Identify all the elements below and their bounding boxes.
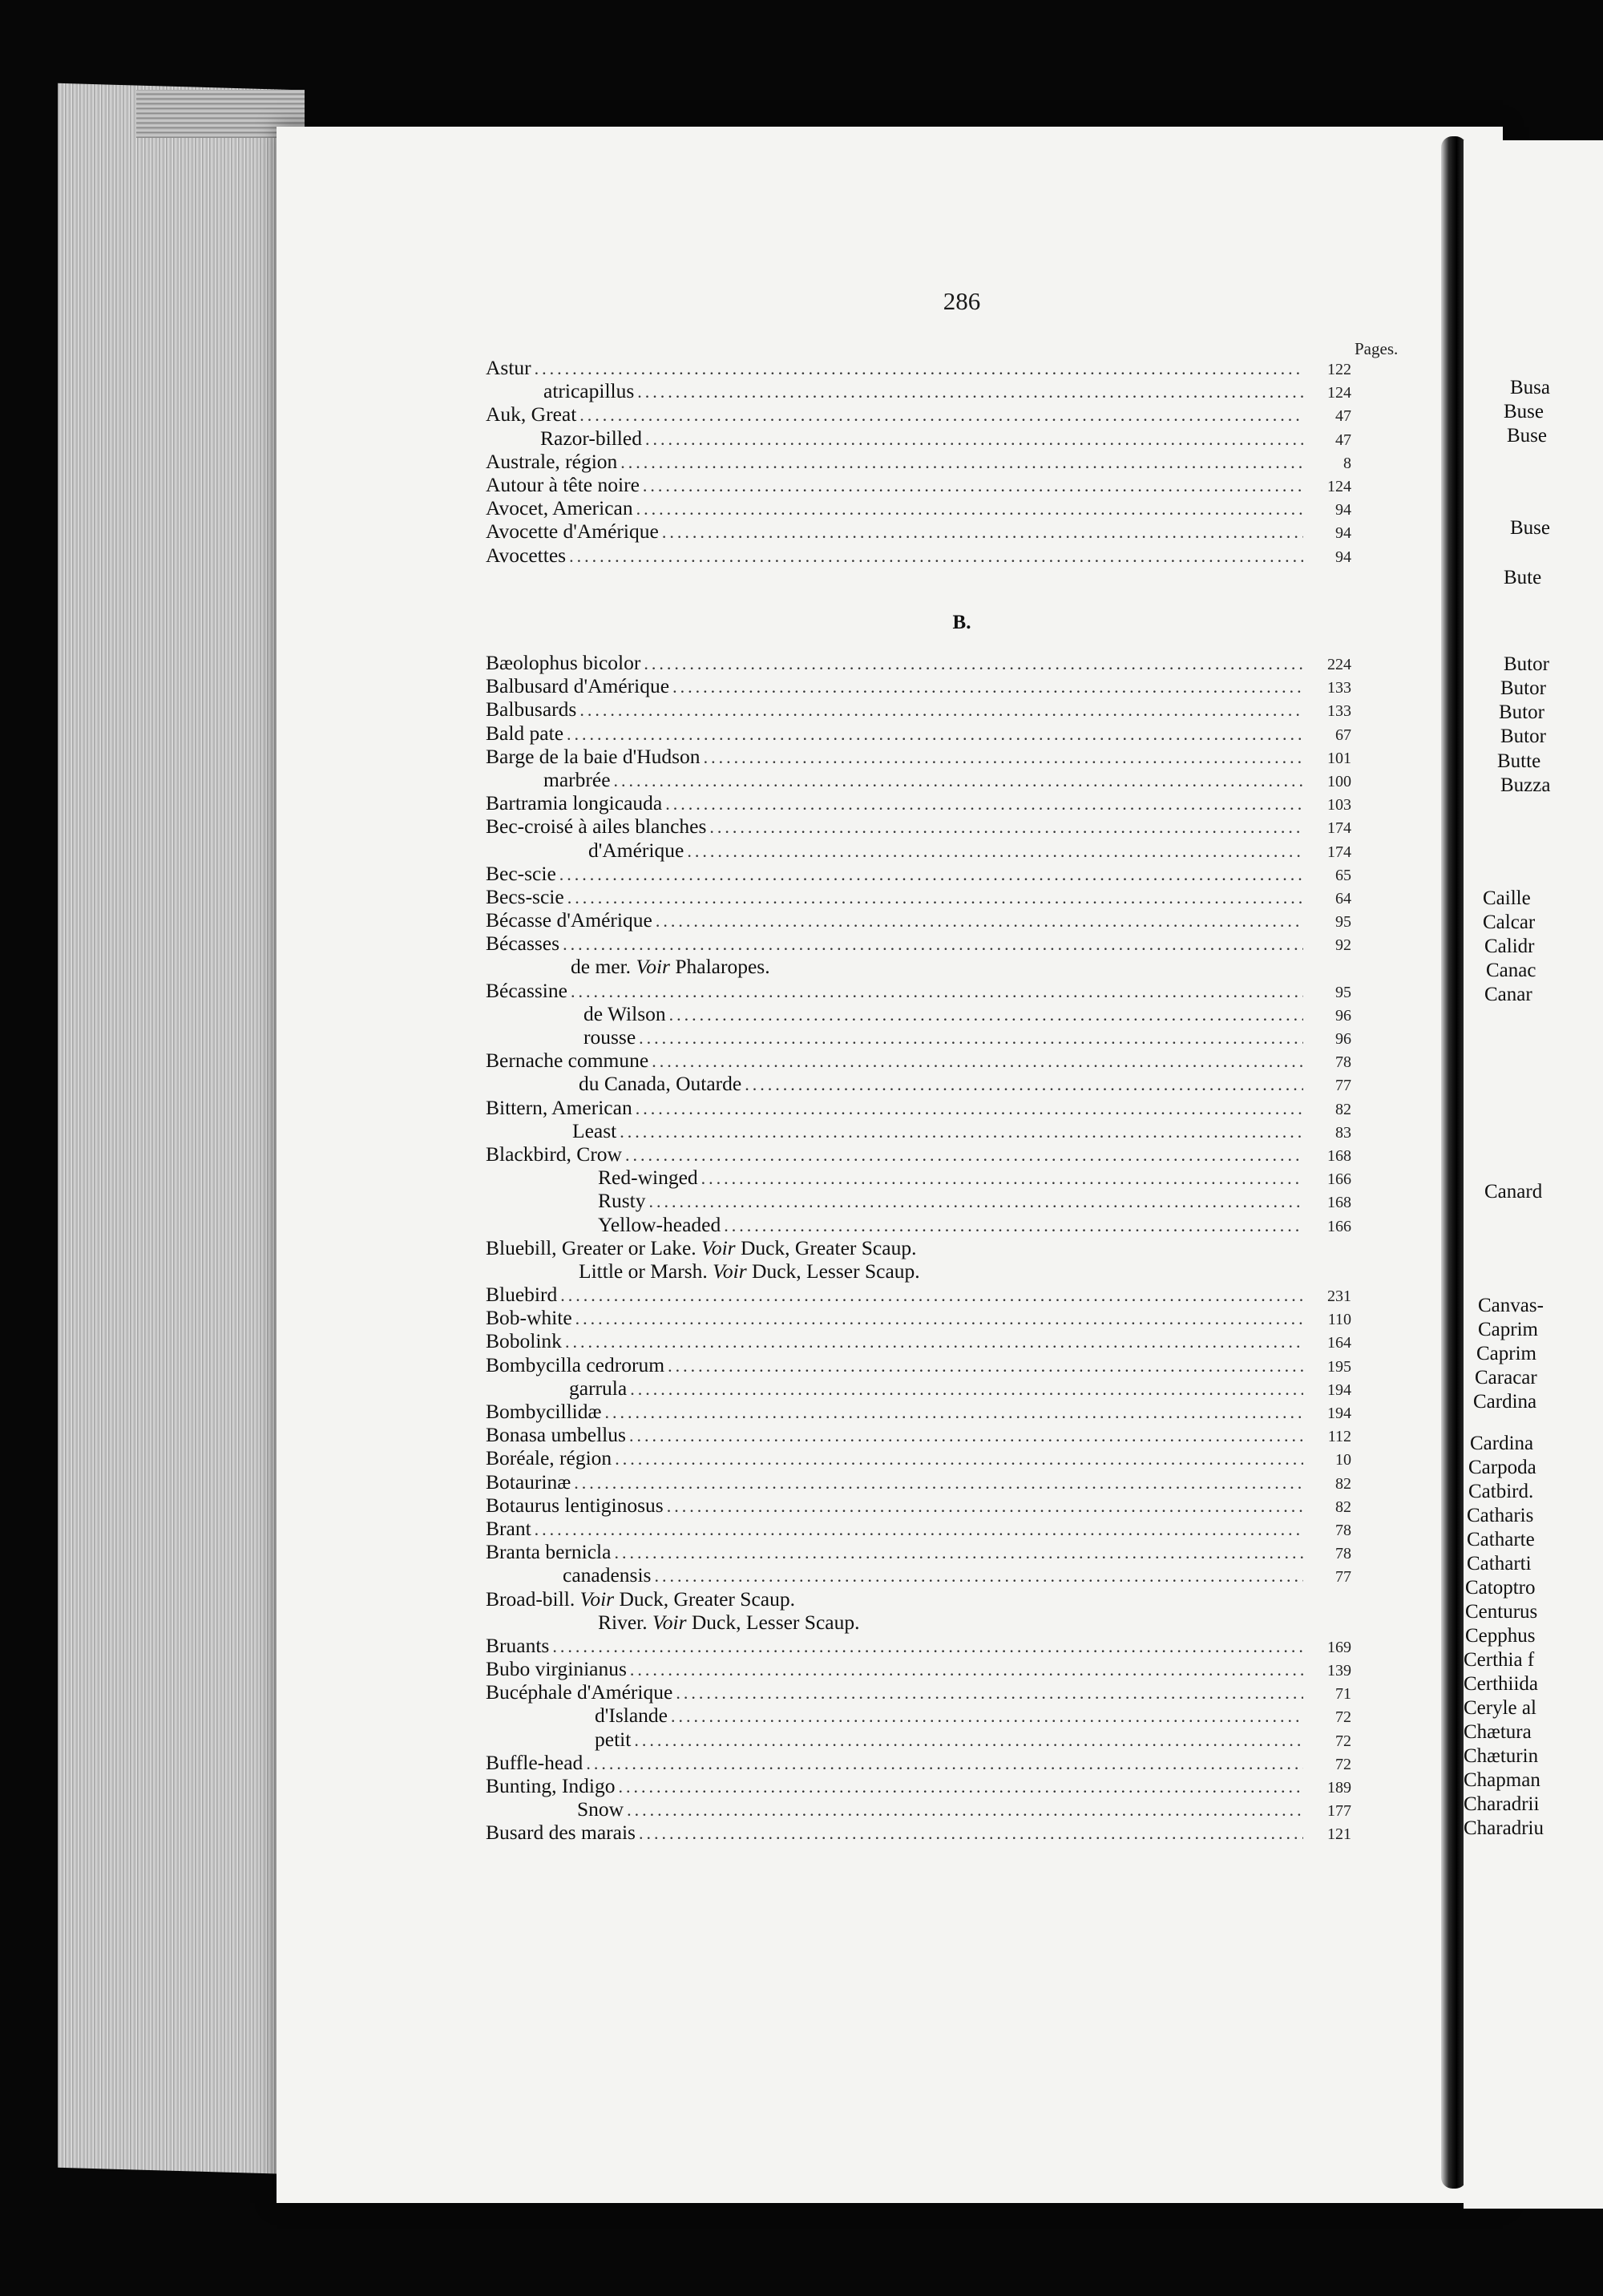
- index-entry: [486, 1611, 1351, 1634]
- index-entry: [486, 519, 1351, 543]
- cross-reference-target: Phalaropes.: [669, 955, 770, 979]
- voir-reference: Voir: [636, 955, 670, 979]
- right-page-entry-fragment: Buzza: [1500, 774, 1551, 796]
- index-entry: [486, 745, 1351, 768]
- entry-page-number: 166: [1327, 1217, 1351, 1235]
- leader-dots: [634, 1728, 1303, 1752]
- index-entry: [486, 674, 1351, 697]
- index-entry: [486, 1329, 1351, 1352]
- entry-page-number: 169: [1327, 1638, 1351, 1656]
- index-entry: [486, 1049, 1351, 1072]
- leader-dots: [552, 1635, 1303, 1658]
- index-entry: [486, 1517, 1351, 1540]
- entry-label: Balbusard d'Amérique: [486, 674, 670, 698]
- index-entry: [486, 1283, 1351, 1306]
- leader-dots: [535, 357, 1303, 380]
- leader-dots: [676, 1681, 1303, 1704]
- entry-label: Bob-white: [486, 1306, 572, 1330]
- entry-label: Brant: [486, 1516, 531, 1540]
- index-entry: [486, 1423, 1351, 1446]
- index-entry: [486, 379, 1351, 402]
- right-page-entry-fragment: Canac: [1486, 960, 1536, 981]
- right-page-entry-fragment: Bute: [1504, 567, 1542, 588]
- leader-dots: [687, 839, 1303, 863]
- leader-dots: [586, 1752, 1303, 1775]
- entry-label: Avocettes: [486, 543, 567, 567]
- right-page-entry-fragment: Chapman: [1464, 1769, 1540, 1791]
- entry-page-number: 174: [1327, 819, 1351, 838]
- entry-label: Bluebird: [486, 1283, 558, 1307]
- right-page-entry-fragment: Catharte: [1467, 1529, 1535, 1550]
- leader-dots: [615, 1447, 1303, 1470]
- right-page-entry-fragment: Butor: [1500, 677, 1546, 699]
- entry-label: Avocette d'Amérique: [486, 519, 659, 544]
- leader-dots: [654, 1564, 1303, 1587]
- index-entry: [486, 544, 1351, 567]
- right-page-entry-fragment: Caracar: [1475, 1367, 1537, 1389]
- index-entry: [486, 1096, 1351, 1119]
- cross-reference-target: Duck, Greater Scaup.: [735, 1235, 917, 1259]
- entry-label: Bécasse d'Amérique: [486, 908, 652, 932]
- entry-page-number: 95: [1335, 983, 1351, 1001]
- index-entry: [486, 1704, 1351, 1727]
- right-page-entry-fragment: Calcar: [1483, 912, 1536, 933]
- right-page-entry-fragment: Centurus: [1465, 1601, 1538, 1623]
- entry-page-number: 103: [1327, 796, 1351, 815]
- index-entry: [486, 356, 1351, 379]
- entry-page-number: 92: [1335, 936, 1351, 955]
- entry-label: Little or Marsh.: [579, 1259, 713, 1283]
- entry-label: Bruants: [486, 1633, 550, 1657]
- section-letter-b: B.: [952, 612, 971, 633]
- entry-page-number: 94: [1335, 501, 1351, 519]
- entry-page-number: 174: [1327, 843, 1351, 861]
- index-entry: [486, 1657, 1351, 1680]
- index-entry: [486, 473, 1351, 496]
- index-entry: [486, 697, 1351, 721]
- right-page-entry-fragment: Butor: [1499, 701, 1544, 723]
- index-entry: [486, 955, 1351, 978]
- entry-label: Bec-scie: [486, 861, 556, 885]
- leader-dots: [644, 652, 1303, 675]
- entry-page-number: 168: [1327, 1146, 1351, 1165]
- leader-dots: [704, 746, 1303, 769]
- pages-column-label: Pages.: [1355, 339, 1399, 358]
- right-page-entry-fragment: Chætura: [1464, 1721, 1532, 1743]
- index-entry: [486, 1002, 1351, 1025]
- leader-dots: [605, 1401, 1303, 1424]
- entry-label: Botaurinæ: [486, 1469, 571, 1494]
- leader-dots: [560, 1283, 1303, 1307]
- entry-label: Auk, Great: [486, 402, 577, 426]
- entry-label: de mer.: [571, 955, 636, 979]
- entry-label: d'Islande: [595, 1704, 668, 1728]
- index-entry: [486, 651, 1351, 674]
- leader-dots: [571, 980, 1303, 1003]
- entry-label: garrula: [569, 1376, 628, 1400]
- right-page-entry-fragment: Busa: [1510, 377, 1550, 398]
- entry-label: Balbusards: [486, 697, 577, 722]
- entry-label: Bombycillidæ: [486, 1400, 602, 1423]
- right-page-entry-fragment: Butte: [1497, 750, 1541, 772]
- right-page-entry-fragment: Caprim: [1476, 1343, 1536, 1364]
- entry-page-number: 82: [1335, 1100, 1351, 1118]
- right-page-entry-fragment: Butor: [1500, 726, 1546, 747]
- right-page-entry-fragment: Buse: [1507, 425, 1547, 447]
- entry-page-number: 77: [1335, 1077, 1351, 1095]
- entry-page-number: 78: [1335, 1545, 1351, 1563]
- entry-page-number: 112: [1327, 1428, 1351, 1446]
- leader-dots: [724, 1214, 1303, 1237]
- entry-label: Yellow-headed: [598, 1212, 721, 1236]
- index-entry: [486, 1634, 1351, 1657]
- entry-label: Avocet, American: [486, 496, 633, 520]
- entry-page-number: 72: [1335, 1755, 1351, 1773]
- entry-label: atricapillus: [543, 379, 635, 403]
- leader-dots: [627, 1798, 1303, 1821]
- entry-page-number: 124: [1327, 384, 1351, 402]
- entry-label: Blackbird, Crow: [486, 1142, 622, 1166]
- right-page-entry-fragment: Canar: [1484, 984, 1532, 1005]
- index-entry: [486, 908, 1351, 932]
- leader-dots: [639, 1821, 1303, 1845]
- right-page-entry-fragment: Caprim: [1478, 1319, 1538, 1340]
- entry-label: Snow: [577, 1797, 624, 1821]
- entry-page-number: 82: [1335, 1474, 1351, 1493]
- index-entry: [486, 1821, 1351, 1844]
- index-entry: [486, 1797, 1351, 1821]
- leader-dots: [563, 932, 1303, 956]
- entry-page-number: 110: [1327, 1311, 1351, 1329]
- leader-dots: [559, 863, 1303, 886]
- right-page-entry-fragment: Canvas-: [1478, 1295, 1544, 1316]
- entry-label: Rusty: [598, 1189, 646, 1213]
- index-entry: [486, 1540, 1351, 1563]
- entry-page-number: 10: [1335, 1451, 1351, 1469]
- entry-label: Boréale, région: [486, 1446, 612, 1470]
- leader-dots: [668, 1354, 1303, 1377]
- entry-page-number: 166: [1327, 1170, 1351, 1189]
- entry-label: Bittern, American: [486, 1095, 632, 1119]
- index-entry: [486, 1563, 1351, 1587]
- index-entry: [486, 791, 1351, 815]
- entry-page-number: 77: [1335, 1568, 1351, 1587]
- entry-label: Bec-croisé à ailes blanches: [486, 815, 707, 839]
- voir-reference: Voir: [713, 1259, 747, 1283]
- leader-dots: [579, 403, 1303, 426]
- entry-page-number: 177: [1327, 1802, 1351, 1821]
- leader-dots: [535, 1518, 1303, 1541]
- entry-page-number: 224: [1327, 656, 1351, 673]
- entry-page-number: 47: [1335, 407, 1351, 426]
- entry-page-number: 95: [1335, 913, 1351, 932]
- index-entry: [486, 1306, 1351, 1329]
- entry-page-number: 164: [1327, 1334, 1351, 1352]
- entry-label: rousse: [583, 1025, 636, 1049]
- leader-dots: [567, 886, 1303, 909]
- index-entry: [486, 1025, 1351, 1049]
- voir-reference: Voir: [701, 1235, 736, 1259]
- entry-label: Busard des marais: [486, 1821, 636, 1845]
- entry-label: Bucéphale d'Amérique: [486, 1680, 673, 1704]
- right-page-entry-fragment: Canard: [1484, 1181, 1543, 1203]
- leader-dots: [639, 1026, 1303, 1049]
- index-entry: [486, 1119, 1351, 1142]
- leader-dots: [637, 380, 1303, 403]
- leader-dots: [643, 474, 1303, 497]
- leader-dots: [745, 1073, 1303, 1096]
- entry-page-number: 96: [1335, 1030, 1351, 1048]
- entry-label: de Wilson: [583, 1001, 666, 1025]
- index-entry: [486, 862, 1351, 885]
- index-entry: [486, 1353, 1351, 1376]
- right-page-entry-fragment: Cardina: [1470, 1433, 1534, 1454]
- index-entry: [486, 768, 1351, 791]
- entry-label: Bonasa umbellus: [486, 1423, 626, 1447]
- index-entry: [486, 1751, 1351, 1774]
- entry-label: Bubo virginianus: [486, 1657, 627, 1681]
- leader-dots: [662, 520, 1303, 544]
- index-entry: [486, 1774, 1351, 1797]
- cross-reference-target: Duck, Greater Scaup.: [614, 1587, 795, 1611]
- index-entry: [486, 1680, 1351, 1704]
- index-entry: [486, 979, 1351, 1002]
- entry-label: Razor-billed: [540, 426, 642, 450]
- entry-label: d'Amérique: [588, 838, 684, 862]
- entry-page-number: 72: [1335, 1708, 1351, 1727]
- right-page: [1464, 140, 1603, 2209]
- entry-page-number: 124: [1327, 477, 1351, 495]
- right-page-entry-fragment: Chæturin: [1464, 1745, 1539, 1767]
- index-entry: [486, 1400, 1351, 1423]
- leader-dots: [652, 1049, 1303, 1073]
- right-page-entry-fragment: Charadrii: [1464, 1793, 1540, 1815]
- entry-page-number: 231: [1327, 1287, 1351, 1306]
- entry-page-number: 72: [1335, 1732, 1351, 1750]
- leader-dots: [636, 1097, 1303, 1120]
- entry-page-number: 96: [1335, 1006, 1351, 1025]
- entry-page-number: 133: [1327, 679, 1351, 697]
- leader-dots: [630, 1377, 1303, 1401]
- leader-dots: [569, 544, 1303, 568]
- index-entry: [486, 450, 1351, 473]
- entry-page-number: 78: [1335, 1521, 1351, 1539]
- right-page-entry-fragment: Caille: [1483, 887, 1531, 909]
- leader-dots: [574, 1471, 1303, 1494]
- entry-label: Bartramia longicauda: [486, 791, 663, 815]
- right-page-entry-fragment: Cardina: [1473, 1391, 1537, 1413]
- entry-page-number: 67: [1335, 726, 1351, 744]
- entry-page-number: 139: [1327, 1662, 1351, 1680]
- leader-dots: [649, 1190, 1303, 1213]
- right-page-entry-fragment: Certhia f: [1464, 1649, 1535, 1671]
- right-page-entry-fragment: Certhiida: [1464, 1673, 1539, 1695]
- leader-dots: [701, 1166, 1303, 1190]
- index-entry: [486, 1494, 1351, 1517]
- entry-label: Barge de la baie d'Hudson: [486, 744, 701, 768]
- entry-page-number: 194: [1327, 1405, 1351, 1422]
- entry-label: Bernache commune: [486, 1049, 649, 1073]
- index-entry: [486, 885, 1351, 908]
- leader-dots: [630, 1658, 1303, 1681]
- index-entry: [486, 1166, 1351, 1189]
- cross-reference-target: Duck, Lesser Scaup.: [746, 1259, 920, 1283]
- entry-page-number: 47: [1335, 430, 1351, 449]
- index-entry: [486, 722, 1351, 745]
- page-number: 286: [943, 287, 981, 315]
- leader-dots: [575, 1307, 1303, 1330]
- leader-dots: [620, 1120, 1303, 1143]
- entry-label: Least: [572, 1118, 617, 1142]
- index-entry: [486, 402, 1351, 426]
- entry-label: Australe, région: [486, 449, 618, 473]
- index-entry: [486, 1213, 1351, 1236]
- entry-page-number: 83: [1335, 1123, 1351, 1142]
- index-entry: [486, 1189, 1351, 1212]
- entry-label: Botaurus lentiginosus: [486, 1493, 664, 1517]
- entry-label: marbrée: [543, 767, 611, 791]
- index-entry: [486, 1236, 1351, 1259]
- right-page-entry-fragment: Ceryle al: [1464, 1697, 1536, 1719]
- index-entry: [486, 839, 1351, 862]
- entry-label: Red-winged: [598, 1166, 698, 1190]
- leader-dots: [645, 427, 1303, 451]
- index-group-a: [486, 356, 1351, 567]
- entry-label: Bombycilla cedrorum: [486, 1352, 665, 1376]
- leader-dots: [567, 722, 1303, 746]
- index-entry: [486, 1446, 1351, 1469]
- right-page-entry-fragment: Catharis: [1467, 1505, 1534, 1526]
- entry-page-number: 133: [1327, 702, 1351, 721]
- leader-dots: [620, 451, 1303, 474]
- index-entry: [486, 932, 1351, 955]
- leader-dots: [671, 1704, 1303, 1728]
- index-entry: [486, 1587, 1351, 1611]
- leader-dots: [619, 1775, 1303, 1798]
- entry-page-number: 71: [1335, 1685, 1351, 1704]
- entry-page-number: 194: [1327, 1380, 1351, 1399]
- entry-page-number: 94: [1335, 548, 1351, 566]
- right-page-fragments: [1464, 140, 1603, 2209]
- index-entry: [486, 1142, 1351, 1166]
- entry-label: Becs-scie: [486, 884, 564, 908]
- right-page-entry-fragment: Buse: [1504, 401, 1544, 422]
- leader-dots: [625, 1143, 1303, 1166]
- entry-page-number: 65: [1335, 866, 1351, 884]
- entry-label: du Canada, Outarde: [579, 1072, 742, 1096]
- entry-page-number: 168: [1327, 1194, 1351, 1212]
- entry-label: Bobolink: [486, 1329, 562, 1353]
- leader-dots: [579, 698, 1303, 722]
- leader-dots: [614, 1541, 1303, 1564]
- entry-label: Bluebill, Greater or Lake.: [486, 1235, 702, 1259]
- voir-reference: Voir: [579, 1587, 615, 1611]
- entry-label: River.: [598, 1610, 652, 1634]
- entry-label: Autour à tête noire: [486, 472, 640, 496]
- entry-page-number: 8: [1343, 454, 1351, 472]
- entry-page-number: 101: [1327, 749, 1351, 767]
- book-edge-pages: [58, 83, 298, 2174]
- entry-page-number: 94: [1335, 524, 1351, 543]
- entry-page-number: 195: [1327, 1357, 1351, 1376]
- index-group-b: [486, 651, 1351, 1845]
- entry-page-number: 82: [1335, 1498, 1351, 1516]
- index-entry: [486, 1376, 1351, 1400]
- entry-label: Bald pate: [486, 721, 564, 745]
- index-entry: [486, 1259, 1351, 1283]
- cross-reference-target: Duck, Lesser Scaup.: [686, 1610, 860, 1634]
- leader-dots: [669, 1003, 1303, 1026]
- entry-label: Bæolophus bicolor: [486, 651, 641, 674]
- right-page-entry-fragment: Cepphus: [1465, 1625, 1536, 1647]
- entry-label: Bécassine: [486, 978, 567, 1002]
- right-page-entry-fragment: Buse: [1510, 517, 1550, 539]
- leader-dots: [629, 1424, 1303, 1447]
- index-entry: [486, 815, 1351, 838]
- entry-page-number: 100: [1327, 772, 1351, 790]
- entry-label: Branta bernicla: [486, 1540, 612, 1564]
- leader-dots: [709, 815, 1303, 839]
- index-entry: [486, 1470, 1351, 1494]
- leader-dots: [665, 792, 1303, 815]
- entry-label: petit: [595, 1727, 632, 1751]
- right-page-entry-fragment: Carpoda: [1468, 1457, 1536, 1478]
- right-page-entry-fragment: Catbird.: [1468, 1481, 1534, 1502]
- entry-label: Broad-bill.: [486, 1587, 580, 1611]
- entry-label: Buffle-head: [486, 1750, 583, 1774]
- right-page-entry-fragment: Charadriu: [1464, 1817, 1544, 1839]
- index-entry: [486, 1072, 1351, 1095]
- index-entry: [486, 1728, 1351, 1751]
- index-entry: [486, 496, 1351, 519]
- entry-label: Astur: [486, 356, 531, 379]
- right-page-entry-fragment: Catoptro: [1465, 1577, 1536, 1599]
- entry-label: canadensis: [563, 1563, 652, 1587]
- right-page-entry-fragment: Catharti: [1467, 1553, 1532, 1574]
- right-page-entry-fragment: Butor: [1504, 653, 1549, 675]
- entry-page-number: 64: [1335, 889, 1351, 907]
- entry-page-number: 122: [1327, 361, 1351, 378]
- leader-dots: [614, 769, 1303, 792]
- entry-page-number: 189: [1327, 1779, 1351, 1797]
- entry-page-number: 78: [1335, 1053, 1351, 1072]
- leader-dots: [667, 1494, 1303, 1518]
- leader-dots: [656, 909, 1303, 932]
- index-entry: [486, 426, 1351, 450]
- leader-dots: [565, 1330, 1303, 1353]
- leader-dots: [636, 497, 1303, 520]
- entry-label: Bunting, Indigo: [486, 1774, 616, 1797]
- voir-reference: Voir: [652, 1610, 687, 1634]
- entry-label: Bécasses: [486, 932, 560, 956]
- right-page-entry-fragment: Calidr: [1484, 936, 1535, 957]
- entry-page-number: 121: [1327, 1825, 1351, 1844]
- leader-dots: [672, 675, 1303, 698]
